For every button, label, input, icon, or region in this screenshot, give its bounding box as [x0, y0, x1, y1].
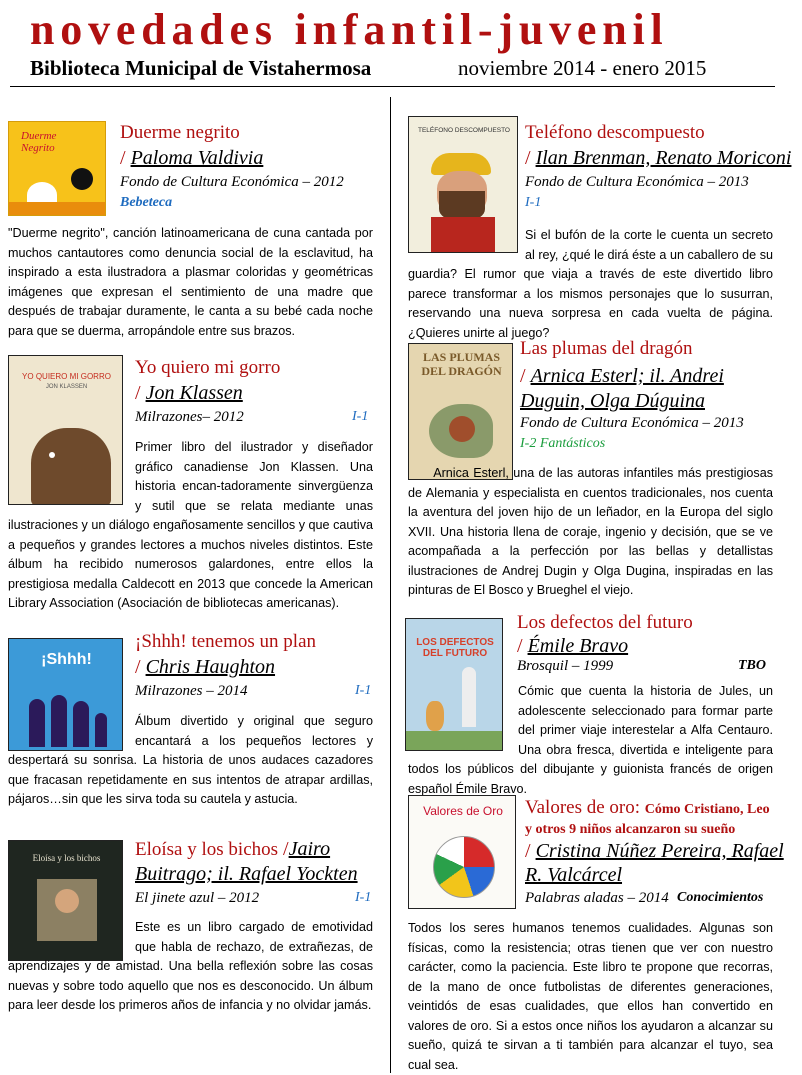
book-title: Eloísa y los bichos /Jairo — [135, 838, 331, 860]
cover-title: YO QUIERO MI GORRO — [22, 372, 111, 381]
book-publisher: Fondo de Cultura Económica – 2012 — [120, 174, 344, 190]
book-publisher: Fondo de Cultura Económica – 2013 — [525, 174, 749, 190]
book-author: / Émile Bravo — [517, 635, 629, 657]
book-author: / Paloma Valdivia — [120, 147, 264, 169]
book-description: Arnica Esterl, una de las autoras infantiles más prestigiosas de Alemania y especialista en cuentos tradicionales, nos cuenta la aventura del joven hijo de un leñador, en la Europa del siglo XVII. Una historia llena de coraje, ingenio y decisión, que se ve acompañada a la perfección por las bellas y detallistas ilustraciones de Andrej Dugin y Olga Dugina, inspiradas en las pinturas de El Bosco y Brueghel el viejo. — [408, 466, 773, 597]
book-category: I-1 — [525, 195, 542, 210]
book-category: I-1 — [352, 409, 369, 424]
cover-title: LOS DEFECTOS DEL FUTURO — [416, 637, 494, 659]
book-author-cont: Duguin, Olga Dúguina — [520, 390, 705, 412]
book-description-wrap — [8, 918, 373, 1016]
cover-author: JON KLASSEN — [45, 384, 88, 390]
book-publisher: Fondo de Cultura Económica – 2013 — [520, 415, 744, 431]
book-category: I-2 Fantásticos — [520, 436, 606, 451]
header-divider — [10, 86, 775, 87]
book-title: Yo quiero mi gorro — [135, 357, 281, 378]
book-cover — [408, 343, 513, 480]
book-cover — [8, 121, 106, 216]
book-publisher: Palabras aladas – 2014 — [525, 890, 669, 906]
book-description-wrap — [408, 682, 773, 799]
book-author: / Jon Klassen — [135, 382, 243, 404]
book-cover — [408, 795, 516, 909]
book-description-wrap — [8, 712, 373, 810]
book-author: / Ilan Brenman, Renato Moriconi — [525, 147, 792, 169]
book-description-wrap — [408, 464, 773, 601]
book-title: Las plumas del dragón — [520, 338, 693, 359]
book-subtitle: y otros 9 niños alcanzaron su sueño — [525, 822, 736, 837]
book-category: Bebeteca — [120, 195, 173, 210]
book-category: TBO — [738, 658, 766, 673]
column-divider — [390, 97, 391, 1073]
cover-title: TELÉFONO DESCOMPUESTO — [418, 127, 510, 134]
book-description: Si el bufón de la corte le cuenta un secreto al rey, ¿qué le dirá éste a un caballero de su guardia? El rumor que viaja a través de este divertido libro parece transformar a los mismos personajes que lo susurran, reservando una nueva sorpresa en cada vuelta de página. ¿Quieres unirte al juego? — [408, 228, 773, 340]
book-description: Primer libro del ilustrador y diseñador gráfico canadiense Jon Klassen. Una historia encan-tadoramente sinvergüenza y sutil que se relata mediante unas ilustraciones y un diálogo engañosamente sencillos y que cautiva a pequeños y grandes lectores a muchos niveles distintos. Este álbum ha recibido numerosos galardones, entre ellos la prestigiosa medalla Caldecott en 2013 que concede la American Library Association (Asociación de bibliotecas americanas). — [8, 440, 373, 610]
cover-title: Valores de Oro — [423, 804, 503, 818]
book-description: Este es un libro cargado de emotividad que habla de rechazo, de extrañezas, de aprendizajes y de amistad. Una bella reflexión sobre las cosas nuevas y sobre todo aquello que nos es desconocido. Un álbum para leer desde los primeros años de infancia y no olvidar jamás. — [8, 920, 373, 1012]
book-title: ¡Shhh! tenemos un plan — [135, 631, 317, 652]
cover-title: Duerme Negrito — [21, 130, 57, 154]
cover-title: Eloísa y los bichos — [32, 853, 101, 863]
book-publisher: Milrazones – 2014 — [135, 683, 248, 699]
book-description: "Duerme negrito", canción latinoamericana de cuna cantada por muchos cantautores como denuncia social de la esclavitud, ha inspirado a esta ilustradora a plasmar coloridas y geométricas imágenes que expresan el sentimiento de una madre que después de trabajar duramente, le canta a su bebé cada noche para que se duerma, arropándole entre sus brazos. — [8, 226, 373, 338]
library-name: Biblioteca Municipal de Vistahermosa — [30, 56, 372, 80]
book-description: Cómic que cuenta la historia de Jules, un adolescente seleccionado para formar parte del primer viaje interestelar a Alfa Centauro. Una obra fresca, divertida e inteligente para todos los públicos del dibujante y guionista francés de origen español Émile Bravo. — [408, 684, 773, 796]
period-date: noviembre 2014 - enero 2015 — [458, 56, 707, 80]
page-title: novedades infantil-juvenil — [30, 5, 669, 54]
cover-title: LAS PLUMAS DEL DRAGÓN — [421, 350, 502, 378]
book-description: Álbum divertido y original que seguro encantará a los pequeños lectores y despertará su sonrisa. La historia de unos audaces cazadores que fracasan repetidamente en sus intentos de atrapar ardillas, pájaros…sin que les sirva toda su cautela y astucia. — [8, 714, 373, 806]
book-author: / Chris Haughton — [135, 656, 276, 678]
book-publisher: Milrazones– 2012 — [135, 409, 244, 425]
book-author: / Arnica Esterl; il. Andrei — [520, 365, 724, 387]
book-description: Todos los seres humanos tenemos cualidades. Algunas son físicas, como la resistencia; otras tienen que ver con nuestro carácter, como la paciencia. Este libro te propone que recorras, de la mano de once futbolistas de diferentes generaciones, veintidós de esas cualidades, que ellos han convertido en valores de oro. Si a estos once niños los ayudaron a alcanzar su sueño, quizá te sirvan a ti también para alcanzar el tuyo, sea cual sea. — [408, 921, 773, 1072]
book-description-wrap — [408, 226, 773, 343]
book-author: / Cristina Núñez Pereira, Rafael — [525, 840, 784, 862]
book-publisher: Brosquil – 1999 — [517, 658, 614, 674]
book-category: I-1 — [355, 890, 372, 905]
book-title: Teléfono descompuesto — [525, 122, 705, 143]
book-title: Valores de oro: Cómo Cristiano, Leo — [525, 797, 770, 818]
book-author-cont: R. Valcárcel — [525, 864, 623, 886]
cover-title: ¡Shhh! — [41, 651, 92, 668]
book-description-wrap — [8, 438, 373, 614]
book-category: I-1 — [355, 683, 372, 698]
book-title: Duerme negrito — [120, 122, 240, 143]
book-title: Los defectos del futuro — [517, 612, 693, 633]
book-category: Conocimientos — [677, 890, 764, 905]
book-publisher: El jinete azul – 2012 — [135, 890, 260, 906]
book-author: Buitrago; il. Rafael Yockten — [135, 863, 358, 885]
